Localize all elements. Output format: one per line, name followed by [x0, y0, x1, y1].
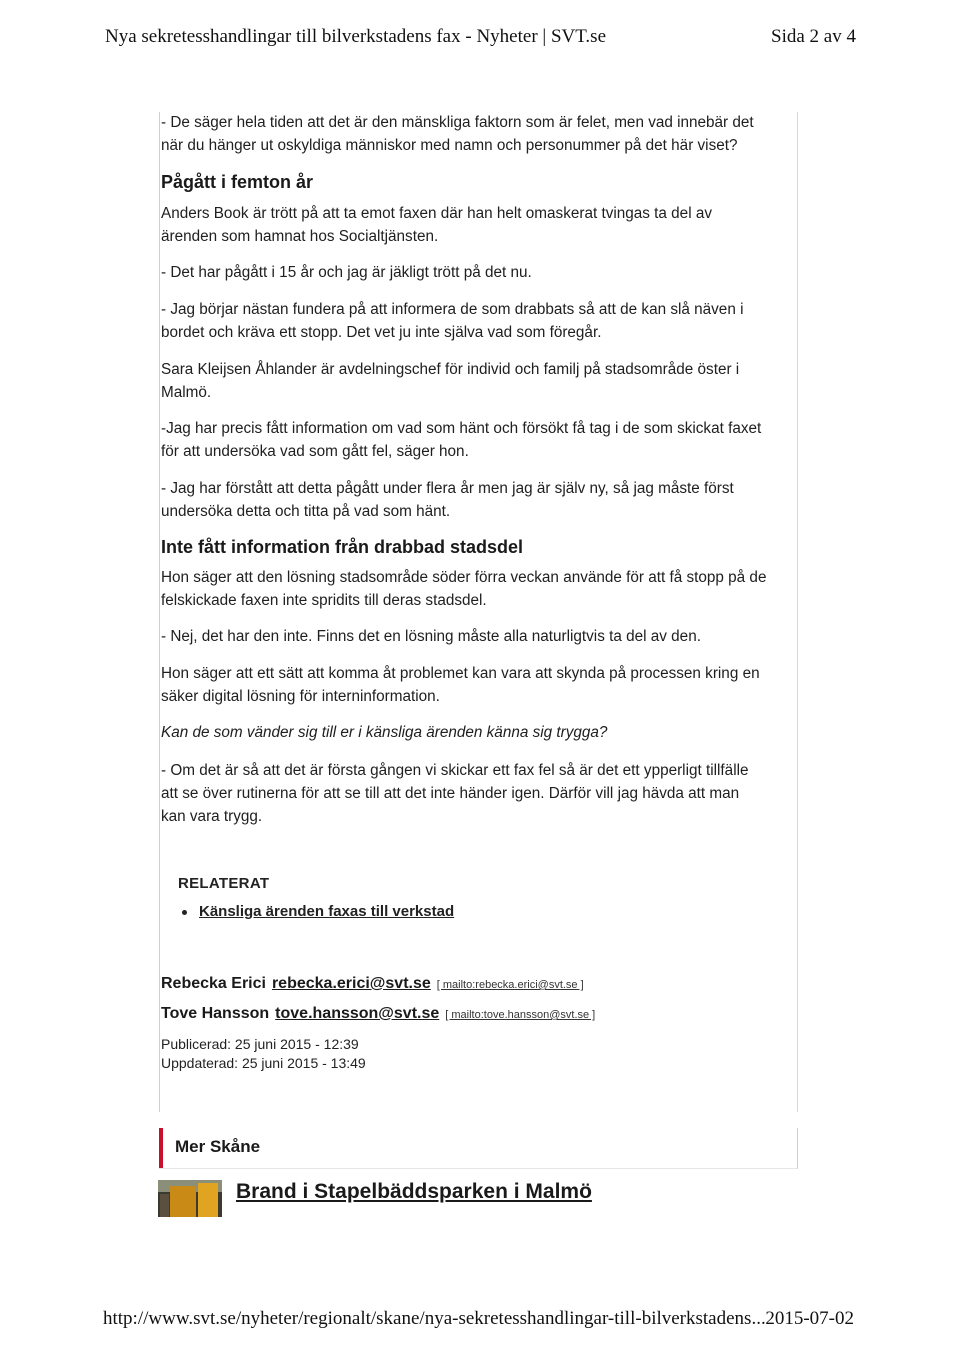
related-link[interactable]: Känsliga ärenden faxas till verkstad [199, 903, 455, 920]
bullet-icon [182, 910, 187, 915]
content-border-left [159, 112, 160, 1112]
paragraph-line: felskickade faxen inte spridits till deras stadsdel. [161, 592, 487, 609]
author-mailto[interactable]: [ mailto:tove.hansson@svt.se ] [445, 1009, 596, 1021]
paragraph-line: - De säger hela tiden att det är den mänskliga faktorn som är felet, men vad innebär det [161, 114, 754, 131]
paragraph-line: kan vara trygg. [161, 808, 263, 825]
accent-bar [159, 1128, 163, 1168]
paragraph-line: Hon säger att den lösning stadsområde söder förra veckan använde för att få stopp på de [161, 569, 767, 586]
paragraph-line: Malmö. [161, 384, 212, 401]
more-section-title: Mer Skåne [175, 1137, 261, 1156]
question-line: Kan de som vänder sig till er i känsliga ärenden känna sig trygga? [161, 724, 608, 741]
author-line [161, 1005, 595, 1023]
more-article-link[interactable]: Brand i Stapelbäddsparken i Malmö [236, 1180, 592, 1203]
print-footer-url: http://www.svt.se/nyheter/regionalt/skane/nya-sekretesshandlingar-till-bilverkstadens... [103, 1308, 766, 1329]
print-footer-date: 2015-07-02 [765, 1308, 854, 1329]
paragraph-line: - Om det är så att det är första gången vi skickar ett fax fel så är det ett ypperligt tillfälle [161, 762, 749, 779]
author-email-link[interactable]: tove.hansson@svt.se [275, 1005, 440, 1022]
paragraph-line: Hon säger att ett sätt att komma åt problemet kan vara att skynda på processen kring en [161, 665, 760, 682]
author-mailto[interactable]: [ mailto:rebecka.erici@svt.se ] [436, 979, 584, 991]
paragraph-line: Anders Book är trött på att ta emot faxen där han helt omaskerat tvingas ta del av [161, 205, 712, 222]
paragraph-line: -Jag har precis fått information om vad som hänt och försökt få tag i de som skickat faxet [161, 420, 762, 437]
related-item [182, 903, 454, 920]
paragraph-line: ärenden som hamnat hos Socialtjänsten. [161, 228, 439, 245]
paragraph-line: - Det har pågått i 15 år och jag är jäkligt trött på det nu. [161, 264, 532, 281]
published-date: Publicerad: 25 juni 2015 - 12:39 [161, 1036, 359, 1052]
author-email-link[interactable]: rebecka.erici@svt.se [271, 975, 431, 992]
print-header-title: Nya sekretesshandlingar till bilverkstadens fax - Nyheter | SVT.se [105, 26, 607, 47]
paragraph-line: bordet och kräva ett stopp. Det vet ju inte själva vad som föregår. [161, 324, 602, 341]
related-heading: RELATERAT [178, 875, 270, 892]
paragraph-line: - Nej, det har den inte. Finns det en lösning måste alla naturligtvis ta del av den. [161, 628, 701, 645]
subheading: Pågått i femton år [161, 172, 314, 192]
paragraph-line: undersöka detta och titta på vad som hänt. [161, 503, 451, 520]
paragraph-line: - Jag börjar nästan fundera på att informera de som drabbats så att de kan slå näven i [161, 301, 744, 318]
paragraph-line: för att undersöka vad som gått fel, säger hon. [161, 443, 469, 460]
paragraph-line: Sara Kleijsen Åhlander är avdelningschef för individ och familj på stadsområde öster i [161, 361, 740, 378]
paragraph-line: - Jag har förstått att detta pågått under flera år men jag är själv ny, så jag måste först [161, 480, 734, 497]
paragraph-line: säker digital lösning för interninformation. [161, 688, 440, 705]
more-section-header [159, 1128, 798, 1169]
subheading: Inte fått information från drabbad stadsdel [161, 537, 524, 557]
author-name: Rebecka Erici [161, 975, 266, 992]
updated-date: Uppdaterad: 25 juni 2015 - 13:49 [161, 1055, 366, 1071]
paragraph-line: när du hänger ut oskyldiga människor med namn och personummer på det här viset? [161, 137, 738, 154]
article-thumbnail[interactable] [158, 1180, 222, 1217]
print-header-page: Sida 2 av 4 [771, 26, 856, 47]
author-name: Tove Hansson [161, 1005, 270, 1022]
paragraph-line: att se över rutinerna för att se till att det inte händer igen. Därför vill jag hävda att man [161, 785, 740, 802]
author-line [161, 975, 584, 993]
